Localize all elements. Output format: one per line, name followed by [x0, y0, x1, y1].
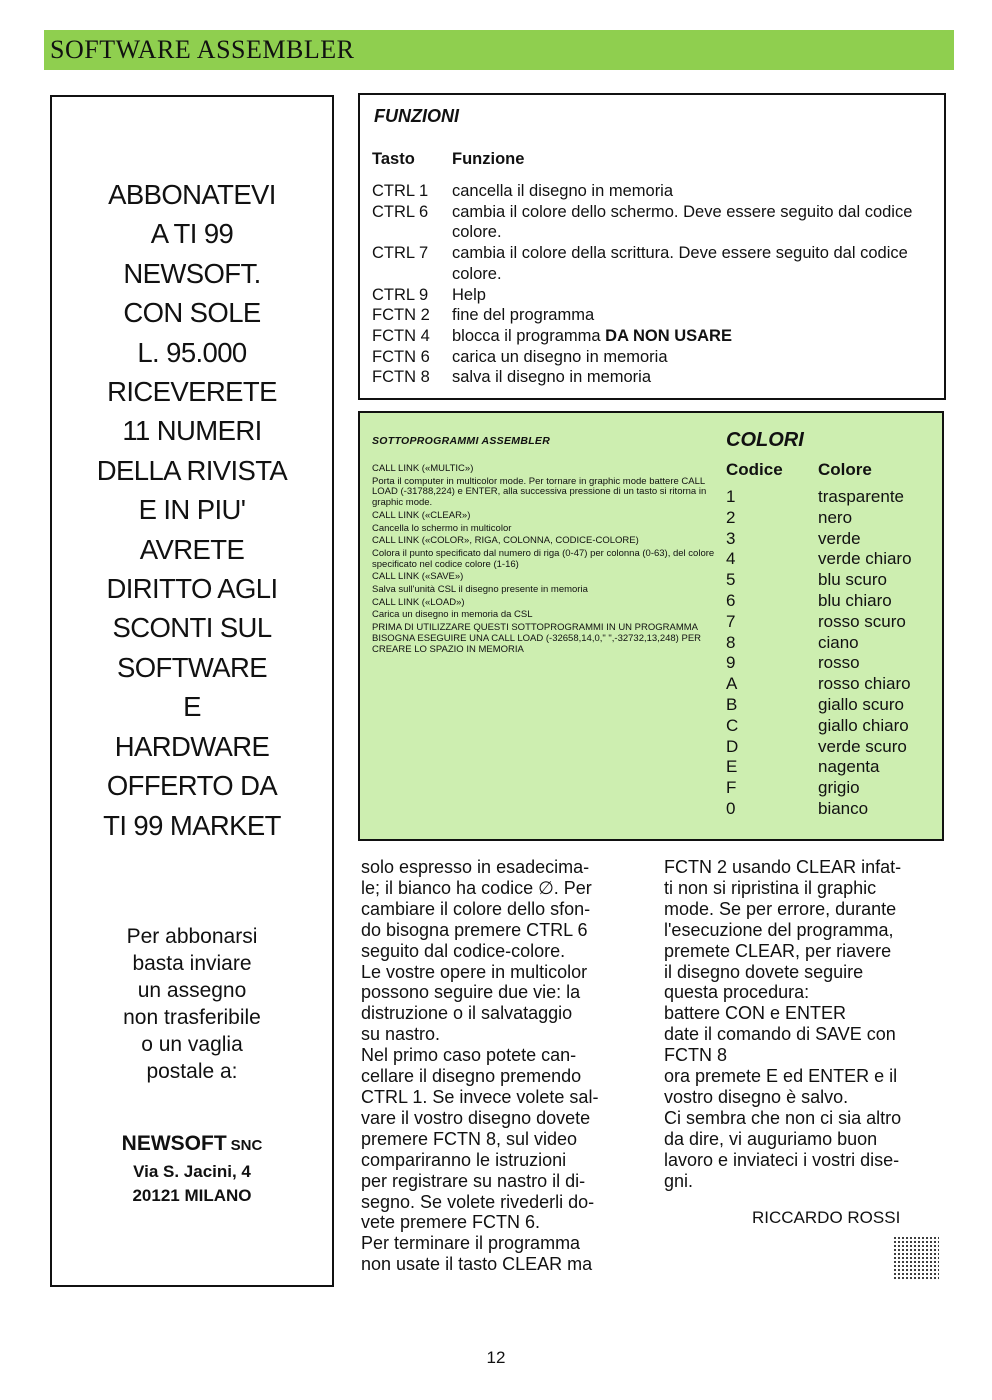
body-line: cellare il disegno premendo: [361, 1066, 582, 1087]
colori-code: 6: [726, 590, 736, 610]
sottoprogramma-line: Colora il punto specificato dal numero di riga (0-47) per colonna (0-63), del colore specificato nel codice colore (1-16): [372, 547, 715, 570]
funzioni-desc-text: Help: [452, 285, 486, 304]
colori-code: 4: [726, 549, 736, 569]
colori-title: COLORI: [726, 429, 804, 451]
ad-headline-line: ABBONATEVI: [108, 179, 276, 210]
colori-name: verde scuro: [818, 736, 907, 756]
body-line: compariranno le istruzioni: [361, 1149, 567, 1170]
ad-company: [52, 1130, 332, 1208]
colori-row: [726, 757, 912, 778]
funzioni-desc: [452, 285, 940, 306]
sottoprogramma-line: Cancella lo schermo in multicolor: [372, 522, 512, 534]
body-line: per registrare su nastro il di-: [361, 1170, 586, 1191]
funzioni-desc: [452, 367, 940, 388]
ad-headline-line: E IN PIU': [138, 494, 246, 526]
colori-code: 9: [726, 653, 736, 673]
body-line: vete premere FCTN 6.: [361, 1212, 541, 1233]
colori-row: [726, 716, 912, 737]
body-text-right: [664, 857, 901, 1192]
body-line: CTRL 1. Se invece volete sal-: [361, 1086, 599, 1107]
body-line: possono seguire due vie: la: [361, 982, 581, 1003]
colori-rows: [726, 487, 912, 820]
colori-row: [726, 549, 912, 570]
funzioni-desc-text: cambia il colore dello schermo. Deve essere seguito dal codice colore.: [452, 202, 913, 242]
body-line: gni.: [664, 1170, 694, 1191]
sottoprogrammi-list: [372, 464, 717, 657]
colori-code: 1: [726, 487, 736, 506]
sottoprogramma-line: CALL LINK («LOAD»): [372, 596, 465, 608]
colori-name: grigio: [818, 778, 860, 798]
ad-headline-line: E: [183, 691, 201, 723]
body-line: FCTN 8: [664, 1045, 727, 1066]
colori-code: B: [726, 694, 738, 714]
colori-row: [726, 737, 912, 758]
funzioni-col-desc: Funzione: [452, 150, 525, 168]
ad-headline: [52, 175, 332, 845]
colori-col-code: Codice: [726, 460, 783, 479]
funzioni-row: [372, 347, 940, 368]
ad-headline-line: DIRITTO AGLI: [106, 573, 278, 605]
funzioni-desc-text: salva il disegno in memoria: [452, 368, 652, 387]
colori-code: 3: [726, 528, 736, 548]
colori-row: [726, 674, 912, 695]
colori-row: [726, 487, 912, 508]
body-line: do bisogna premere CTRL 6: [361, 919, 588, 940]
funzioni-row: [372, 367, 940, 388]
sottoprogramma-line: Salva sull'unità CSL il disegno presente in memoria: [372, 584, 588, 596]
funzioni-key: CTRL 6: [372, 202, 429, 221]
colori-name: rosso scuro: [818, 611, 906, 631]
body-line: battere CON e ENTER: [664, 1003, 847, 1024]
body-text-left: [361, 857, 598, 1275]
funzioni-row: [372, 326, 940, 347]
ad-headline-line: HARDWARE: [114, 730, 270, 762]
body-line: Per terminare il programma: [361, 1233, 581, 1254]
company-address-2: 20121 MILANO: [132, 1186, 252, 1205]
body-line: FCTN 2 usando CLEAR infat-: [664, 857, 902, 877]
colori-row: [726, 612, 912, 633]
colori-row: [726, 508, 912, 529]
ad-headline-line: 11 NUMERI: [122, 415, 262, 447]
ad-sub-line: un assegno: [137, 979, 247, 1002]
colori-code: 2: [726, 507, 736, 527]
ad-sub-line: postale a:: [146, 1060, 238, 1083]
ad-headline-line: SOFTWARE: [116, 651, 267, 683]
funzioni-desc-text: blocca il programma: [452, 326, 601, 345]
colori-row: [726, 653, 912, 674]
body-line: premere FCTN 8, sul video: [361, 1128, 578, 1149]
funzioni-warning: DA NON USARE: [605, 326, 732, 345]
funzioni-rows: [372, 181, 940, 388]
colori-code: E: [726, 757, 738, 777]
ad-headline-line: TI 99 MARKET: [103, 809, 281, 841]
ad-sub-line: Per abbonarsi: [126, 925, 258, 948]
colori-name: rosso: [818, 653, 860, 673]
funzioni-desc: [452, 347, 940, 368]
funzioni-desc: [452, 305, 940, 326]
sottoprogramma-line: PRIMA DI UTILIZZARE QUESTI SOTTOPROGRAMMI IN UN PROGRAMMA BISOGNA ESEGUIRE UNA CALL LOAD (-32658,14,0," ",-32732,13,248) PER CREARE LO SPAZIO IN MEMORIA: [372, 622, 702, 655]
funzioni-desc: [452, 202, 940, 243]
subscription-ad: [50, 95, 334, 1287]
page-title: SOFTWARE ASSEMBLER: [50, 35, 355, 64]
ad-headline-line: A TI 99: [150, 218, 234, 250]
colori-name: giallo chiaro: [818, 715, 909, 735]
ad-sub-line: non trasferibile: [123, 1006, 261, 1029]
header-bar: [44, 30, 954, 70]
company-address-1: Via S. Jacini, 4: [133, 1162, 251, 1181]
body-line: Ci sembra che non ci sia altro: [664, 1107, 902, 1128]
colori-code: 5: [726, 570, 736, 590]
body-line: ti non si ripristina il graphic: [664, 877, 877, 898]
company-suffix: SNC: [230, 1137, 263, 1154]
colori-code: F: [726, 778, 737, 798]
body-line: seguito dal codice-colore.: [361, 940, 566, 961]
sottoprogramma-line: CALL LINK («MULTIC»): [372, 463, 474, 474]
funzioni-key: FCTN 8: [372, 368, 430, 387]
colori-name: nero: [818, 507, 853, 527]
author: RICCARDO ROSSI: [752, 1208, 901, 1227]
funzioni-desc-text: carica un disegno in memoria: [452, 347, 668, 366]
company-name: [52, 1130, 332, 1160]
ad-headline-line: RICEVERETE: [107, 376, 277, 408]
body-line: da dire, vi auguriamo buon: [664, 1128, 878, 1149]
colori-name: ciano: [818, 632, 859, 652]
body-line: le; il bianco ha codice ∅. Per: [361, 877, 592, 898]
colori-row: [726, 799, 912, 820]
colori-code: A: [726, 674, 738, 694]
colori-code: 7: [726, 611, 736, 631]
funzioni-desc-text: cambia il colore della scrittura. Deve essere seguito dal codice colore.: [452, 244, 908, 283]
body-line: vostro disegno è salvo.: [664, 1086, 849, 1107]
colori-name: bianco: [818, 798, 869, 818]
funzioni-desc-text: cancella il disegno in memoria: [452, 182, 674, 200]
funzioni-title: FUNZIONI: [374, 106, 459, 126]
ad-headline-line: CON SOLE: [123, 297, 261, 329]
body-line: mode. Se per errore, durante: [664, 898, 897, 919]
funzioni-desc: [452, 181, 940, 202]
body-line: distruzione o il salvataggio: [361, 1003, 573, 1024]
page-number: 12: [486, 1348, 506, 1367]
colori-name: blu scuro: [818, 570, 887, 590]
funzioni-row: [372, 305, 940, 326]
body-line: vare il vostro disegno dovete: [361, 1107, 591, 1128]
funzioni-row: [372, 285, 940, 306]
sottoprogramma-line: CALL LINK («COLOR», RIGA, COLONNA, CODICE-COLORE): [372, 535, 639, 547]
colori-name: rosso chiaro: [818, 674, 911, 694]
colori-name: giallo scuro: [818, 694, 904, 714]
body-line: su nastro.: [361, 1024, 441, 1045]
sottoprogrammi-title: SOTTOPROGRAMMI ASSEMBLER: [372, 435, 551, 447]
funzioni-desc-text: fine del programma: [452, 306, 595, 325]
ad-headline-line: SCONTI SUL: [112, 612, 272, 644]
colori-row: [726, 570, 912, 591]
ad-headline-line: OFFERTO DA: [106, 770, 278, 802]
sottoprogramma-line: CALL LINK («CLEAR»): [372, 509, 471, 521]
colori-row: [726, 778, 912, 799]
funzioni-key: CTRL 9: [372, 285, 429, 304]
body-line: ora premete E ed ENTER e il: [664, 1066, 898, 1087]
colori-code: 8: [726, 632, 736, 652]
colori-row: [726, 529, 912, 550]
funzioni-col-key: Tasto: [372, 150, 415, 168]
sottoprogramma-line: CALL LINK («SAVE»): [372, 571, 464, 583]
funzioni-key: CTRL 1: [372, 182, 429, 200]
body-line: l'esecuzione del programma,: [664, 919, 894, 940]
colori-code: D: [726, 736, 739, 756]
funzioni-row: [372, 181, 940, 202]
ad-headline-line: DELLA RIVISTA: [96, 454, 288, 486]
colori-name: trasparente: [818, 487, 904, 506]
funzioni-row: [372, 202, 940, 243]
sottoprogramma-line: Carica un disegno in memoria da CSL: [372, 609, 533, 621]
colori-row: [726, 591, 912, 612]
funzioni-key: FCTN 2: [372, 306, 430, 325]
funzioni-row: [372, 243, 940, 284]
body-line: segno. Se volete rivederli do-: [361, 1191, 595, 1212]
ad-sub-line: basta inviare: [132, 952, 252, 975]
colori-code: C: [726, 715, 739, 735]
colori-name: blu chiaro: [818, 590, 892, 610]
body-line: Le vostre opere in multicolor: [361, 961, 588, 982]
colori-code: 0: [726, 798, 736, 818]
colori-name: verde: [818, 528, 861, 548]
colori-row: [726, 695, 912, 716]
funzioni-key: FCTN 4: [372, 326, 430, 345]
colori-name: verde chiaro: [818, 549, 912, 569]
funzioni-key: FCTN 6: [372, 347, 430, 366]
body-line: lavoro e inviateci i vostri dise-: [664, 1149, 900, 1170]
body-line: solo espresso in esadecima-: [361, 857, 590, 877]
body-line: date il comando di SAVE con: [664, 1024, 896, 1045]
colori-name: nagenta: [818, 757, 880, 777]
ad-headline-line: NEWSOFT.: [123, 257, 261, 289]
ad-headline-line: L. 95.000: [137, 336, 247, 368]
body-line: premete CLEAR, per riavere: [664, 940, 892, 961]
ad-subtext: [52, 923, 332, 1085]
sottoprogramma-line: Porta il computer in multicolor mode. Per tornare in graphic mode battere CALL LOAD (-31788,224) e ENTER, alla successiva pressione di un tasto si ritorna in graphic mode.: [372, 475, 707, 509]
end-mark: [893, 1236, 939, 1280]
funzioni-desc: [452, 326, 940, 347]
assembler-info-box: [358, 411, 944, 841]
body-line: questa procedura:: [664, 982, 810, 1003]
body-line: Nel primo caso potete can-: [361, 1045, 577, 1066]
body-line: cambiare il colore dello sfon-: [361, 898, 591, 919]
ad-headline-line: AVRETE: [139, 533, 245, 565]
body-line: il disegno dovete seguire: [664, 961, 864, 982]
funzioni-table: [358, 93, 946, 400]
funzioni-desc: [452, 243, 940, 284]
company-name-text: NEWSOFT: [121, 1132, 227, 1155]
colori-col-name: Colore: [818, 460, 872, 479]
colori-row: [726, 633, 912, 654]
body-line: non usate il tasto CLEAR ma: [361, 1254, 593, 1275]
ad-sub-line: o un vaglia: [141, 1033, 243, 1056]
funzioni-key: CTRL 7: [372, 244, 429, 263]
